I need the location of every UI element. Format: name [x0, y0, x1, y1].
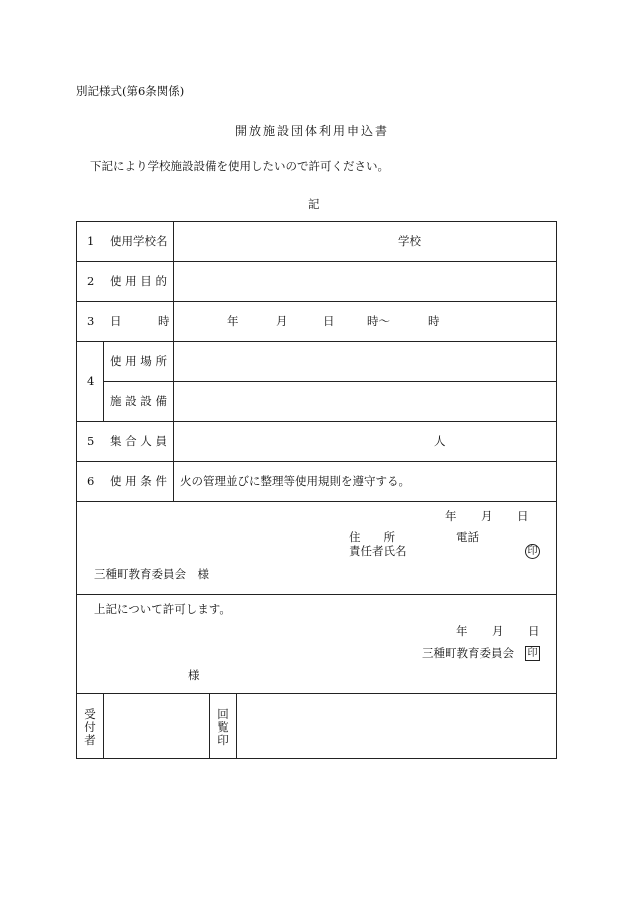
- approval-text: 上記について許可します。: [94, 602, 231, 616]
- school-name-field[interactable]: 学校: [398, 234, 421, 248]
- datetime-label-hour: 時: [158, 314, 170, 328]
- purpose-field[interactable]: [176, 263, 554, 299]
- row-divider: [76, 501, 557, 502]
- seal-mark: 印: [525, 544, 540, 559]
- row-divider: [76, 421, 557, 422]
- conditions-label: 使 用 条 件: [110, 474, 167, 488]
- conditions-text: 火の管理並びに整理等使用規則を遵守する。: [180, 474, 410, 488]
- row-number: 5: [87, 434, 95, 448]
- applicant-day: 日: [517, 509, 529, 523]
- row-number: 4: [87, 374, 95, 388]
- ki-heading: 記: [308, 197, 320, 211]
- label-divider: [173, 221, 174, 501]
- approval-issuer: 三種町教育委員会: [422, 646, 514, 660]
- datetime-label-day: 日: [110, 314, 122, 328]
- form-note: 別記様式(第6条関係): [76, 84, 185, 98]
- row-divider: [76, 261, 557, 262]
- receiver-field[interactable]: [105, 695, 207, 757]
- responsible-name-label: 責任者氏名: [349, 544, 407, 558]
- approval-month: 月: [492, 624, 504, 638]
- intro-text: 下記により学校施設設備を使用したいので許可ください。: [90, 159, 389, 173]
- row-divider: [76, 461, 557, 462]
- place-field[interactable]: [176, 343, 554, 379]
- approval-year: 年: [456, 624, 468, 638]
- datetime-day: 日: [323, 314, 335, 328]
- circulation-seal-field[interactable]: [238, 695, 554, 757]
- applicant-year: 年: [445, 509, 457, 523]
- footer-divider: [103, 693, 104, 759]
- row-divider: [76, 341, 557, 342]
- people-label: 集 合 人 員: [110, 434, 167, 448]
- approval-day: 日: [528, 624, 540, 638]
- footer-divider: [236, 693, 237, 759]
- row-divider: [103, 381, 557, 382]
- equipment-label: 施 設 設 備: [110, 394, 167, 408]
- approval-sama: 様: [188, 668, 200, 682]
- people-unit: 人: [434, 434, 446, 448]
- equipment-field[interactable]: [176, 383, 554, 419]
- applicant-month: 月: [481, 509, 493, 523]
- row-number: 2: [87, 274, 95, 288]
- seal-mark: 印: [525, 646, 540, 661]
- row-divider: [76, 594, 557, 595]
- addressee: 三種町教育委員会 様: [94, 567, 209, 581]
- footer-divider: [209, 693, 210, 759]
- row-number: 1: [87, 234, 95, 248]
- datetime-month: 月: [276, 314, 288, 328]
- datetime-year: 年: [227, 314, 239, 328]
- datetime-from: 時〜: [367, 314, 390, 328]
- sub-label-divider: [103, 341, 104, 421]
- circulation-seal-label: 回覧印: [217, 707, 229, 748]
- page-title: 開放施設団体利用申込書: [235, 124, 390, 138]
- row-divider: [76, 301, 557, 302]
- datetime-to: 時: [428, 314, 440, 328]
- row-number: 6: [87, 474, 95, 488]
- receiver-label: 受付者: [84, 707, 96, 748]
- place-label: 使 用 場 所: [110, 354, 167, 368]
- school-name-label: 使用学校名: [110, 234, 168, 248]
- phone-label: 電話: [456, 530, 479, 544]
- row-number: 3: [87, 314, 95, 328]
- purpose-label: 使 用 目 的: [110, 274, 167, 288]
- address-label: 住 所: [349, 530, 395, 544]
- row-divider: [76, 693, 557, 694]
